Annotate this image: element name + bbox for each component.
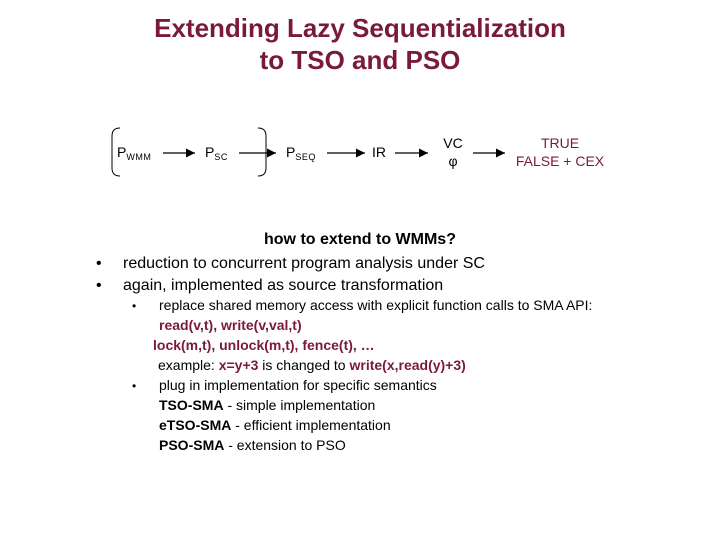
node-p-sc-sub: SC — [214, 152, 228, 162]
node-p-wmm — [117, 144, 151, 162]
pipeline-svg — [0, 0, 720, 200]
node-p-sc — [205, 144, 228, 162]
sub1-example-code2: write(x,read(y)+3) — [349, 357, 466, 373]
sub1-line1: replace shared memory access with explicit function calls to SMA API: — [159, 297, 593, 313]
node-p-wmm-sub: WMM — [126, 152, 152, 162]
sub-bullet-marker-1: • — [132, 299, 137, 313]
node-result — [505, 134, 615, 170]
pipeline-diagram — [0, 0, 720, 200]
sub1-api1: read(v,t), write(v,val,t) — [159, 317, 302, 333]
bullet-text-1: reduction to concurrent program analysis under SC — [123, 255, 485, 272]
node-ir: IR — [372, 144, 386, 160]
node-p-seq — [286, 144, 316, 162]
sub2-impl-1-desc: - simple implementation — [223, 397, 376, 413]
node-p-wmm-main: P — [117, 144, 127, 160]
question-heading: how to extend to WMMs? — [264, 231, 456, 248]
node-result-line1: TRUE — [540, 135, 580, 151]
bullet-marker-2: • — [96, 277, 102, 294]
sub2-impl-2-name: eTSO-SMA — [159, 417, 232, 433]
node-result-line2: FALSE + CEX — [515, 153, 605, 169]
node-p-seq-main: P — [286, 144, 296, 160]
bracket-right — [258, 128, 266, 176]
sub2-impl-2-desc: - efficient implementation — [231, 417, 391, 433]
sub-bullet-marker-2: • — [132, 379, 137, 393]
sub2-impl-2 — [159, 417, 391, 433]
title-line-1: Extending Lazy Sequentialization — [154, 13, 566, 43]
bullet-marker-1: • — [96, 255, 102, 272]
node-vc-line1: VC — [443, 135, 463, 151]
sub1-example-code1: x=y+3 — [218, 357, 259, 373]
bullet-text-2: again, implemented as source transformation — [123, 277, 444, 294]
node-p-seq-sub: SEQ — [295, 152, 316, 162]
title-line-2: to TSO and PSO — [259, 45, 461, 75]
sub2-impl-3-name: PSO-SMA — [159, 437, 225, 453]
sub2-impl-3-desc: - extension to PSO — [224, 437, 346, 453]
sub1-example-prefix: example: — [158, 357, 219, 373]
sub1-api2: lock(m,t), unlock(m,t), fence(t), … — [153, 337, 375, 353]
sub2-impl-1-name: TSO-SMA — [159, 397, 224, 413]
node-p-sc-main: P — [205, 144, 215, 160]
node-vc — [428, 134, 478, 170]
node-vc-line2: φ — [448, 153, 458, 169]
sub1-example — [158, 357, 466, 373]
sub2-impl-3 — [159, 437, 346, 453]
sub2-line1: plug in implementation for specific semantics — [159, 377, 437, 393]
sub2-impl-1 — [159, 397, 375, 413]
sub1-example-mid: is changed to — [258, 357, 350, 373]
